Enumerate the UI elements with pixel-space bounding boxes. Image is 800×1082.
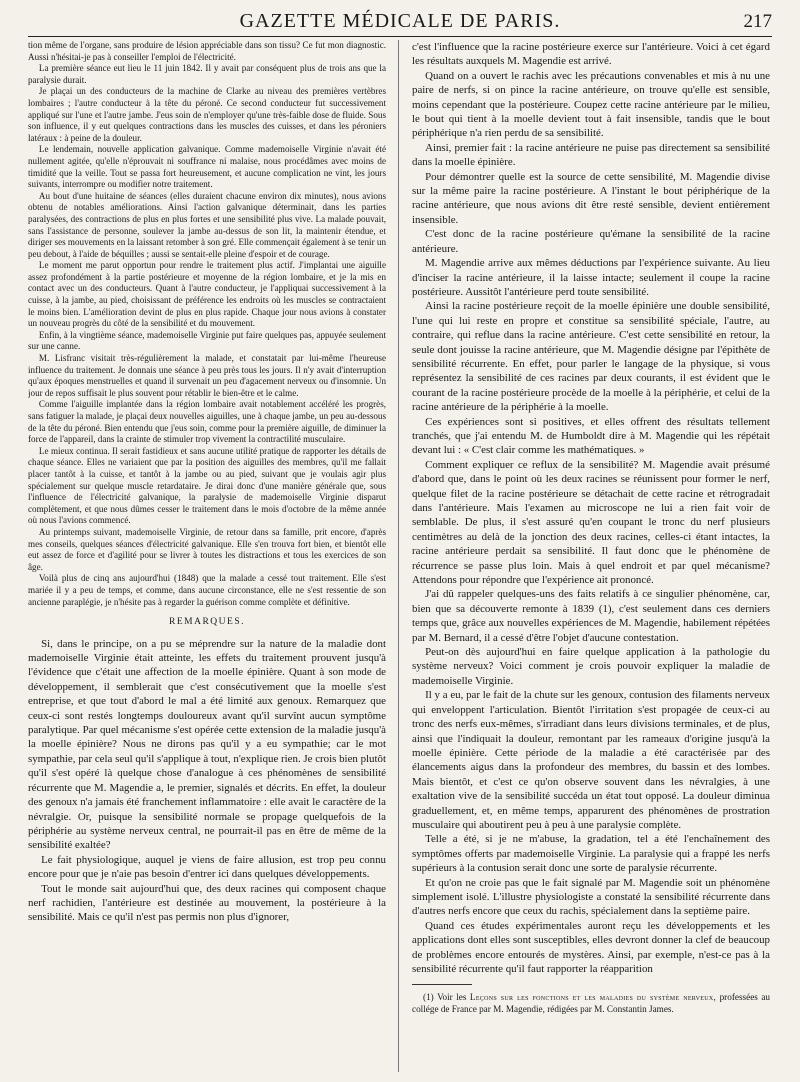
paragraph: c'est l'influence que la racine postérieure exerce sur l'antérieure. Voici à cet égard les résultats auxquels M. Magendie est arrivé. — [412, 41, 770, 68]
paragraph: Tout le monde sait aujourd'hui que, des deux racines qui composent chaque nerf rachidien, l'antérieure est destinée au mouvement, la postérieure à la sensibilité. Mais ce qu'il n'est pas permis non plus d'ignorer, — [28, 882, 386, 924]
section-heading: REMARQUES. — [169, 617, 245, 628]
footnote — [412, 991, 770, 1015]
footnote-rest: professées au collége de France par M. Magendie, rédigées par M. Constantin James. — [412, 992, 770, 1015]
paragraph: Quand on a ouvert le rachis avec les précautions convenables et mis à nu une paire de nerfs, si on pince la racine antérieure, on trouve qu'elle est sensible, moins cependant que la postérieure. Coupez cette racine antérieure par le milieu, le bout qui tient à la moelle devient tout à fait insensible, tandis que le bout périphérique n'a rien perdu de sa sensibilité. — [412, 69, 770, 140]
paragraph: Ces expériences sont si positives, et elles offrent des résultats tellement tranchés, que j'ai entendu M. de Humboldt dire à M. Magendie qui les répétait devant lui : « C'est clair comme les mathématiques. » — [412, 415, 770, 457]
journal-title: GAZETTE MÉDICALE DE PARIS. — [239, 10, 561, 32]
paragraph: Comment expliquer ce reflux de la sensibilité? M. Magendie avait présumé d'abord que, dans le point où les deux racines se réunissent pour former le nerf, quelque filet de la racine postérieure se détachait de cette racine et rétrogradait dans l'antérieure. Mais l'examen au microscope ne lui a rien fait voir de semblable. De plus, il s'est assuré qu'en coupant le tronc du nerf plusieurs centimètres au delà de la jonction des deux racines, celles-ci étant intactes, la racine antérieure perdait sa sensibilité. Il faut donc que le phénomène de récurrence se passe plus loin. Mais à quel endroit et par quel mécanisme? Attendons pour répondre que l'expérience ait prononcé. — [412, 458, 770, 587]
paragraph: Le lendemain, nouvelle application galvanique. Comme mademoiselle Virginie n'avait été nullement agitée, qu'elle n'éprouvait ni souffrance ni malaise, nous procédâmes avec moins de timidité que la veille. Tout se passa fort heureusement, et aucune complication ne vint, les jours suivants, interrompre ou modifier notre traitement. — [28, 144, 386, 190]
column-divider — [398, 40, 399, 1072]
paragraph: Si, dans le principe, on a pu se méprendre sur la nature de la maladie dont mademoiselle Virginie était atteinte, les effets du traitement prouvent jusqu'à l'évidence que c'était une affection de la moelle épinière. Quant à son mode de développement, il semblerait que c'est consécutivement que la moelle s'est entreprise, et que tout d'abord le mal a été limité aux genoux. Remarquez que ceux-ci sont restés longtemps douloureux avant qu'il survînt aucun symptôme paralytique. Par quel mécanisme s'est opérée cette extension de la maladie jusqu'à la moelle épinière? Nous ne dirons pas qu'il y a eu sympathie; car le mot sympathie, par cela seul qu'il s'applique à tout, n'explique rien. Je crois bien plutôt qu'il s'est opéré là quelque chose d'analogue à ces phénomènes de sensibilité récurrente que M. Magendie a, le premier, signalés et décrits. En effet, la douleur des genoux n'a jamais été franchement inflammatoire : elle avait le caractère de la névralgie. Or, puisque la sensibilité normale se propage quelquefois de la périphérie au système nerveux central, ne pourrait-il pas en être de même de la sensibilité exaltée? — [28, 637, 386, 852]
paragraph: Voilà plus de cinq ans aujourd'hui (1848) que la malade a cessé tout traitement. Elle s'est mariée il y a peu de temps, et comme, dans aucune circonstance, elle ne s'est ressentie de son ancienne paraplégie, je n'hésite pas à regarder la guérison comme complète et définitive. — [28, 573, 386, 607]
page-header — [28, 10, 772, 37]
page-number: 217 — [743, 11, 772, 32]
paragraph: Quand ces études expérimentales auront reçu les développements et les applications dont elles sont susceptibles, elles devront donner la clef de beaucoup de problèmes encore entourés de mystères. Ainsi, par exemple, n'est-ce pas à la sensibilité récurrente qu'il faut rapporter la réapparition — [412, 919, 770, 975]
paragraph: Et qu'on ne croie pas que le fait signalé par M. Magendie soit un phénomène simplement isolé. L'illustre physiologiste a constaté la sensibilité récurrente dans d'autres nerfs encore que ceux du rachis, spécialement dans la septième paire. — [412, 876, 770, 918]
paragraph: Ainsi la racine postérieure reçoit de la moelle épinière une double sensibilité, l'une qui lui reste en propre et constitue sa sensibilité spéciale, l'autre, au contraire, qui reflue dans la racine antérieure. C'est cette sensibilité en retour, la seule dont jouisse la racine antérieure, que M. Magendie désigne par l'épithète de sensibilité récurrente. En effet, pour parler le langage de la physique, si vous représentez la sensibilité de ces racines par deux courants, il est évident que le courant de la racine postérieure procède de la moelle à la périphérie, et celui de la racine antérieure de la périphérie à la moelle. — [412, 300, 770, 414]
paragraph: M. Magendie arrive aux mêmes déductions par l'expérience suivante. Au lieu d'inciser la racine antérieure, il la laisse intacte; seulement il coupe la racine postérieure. Aussitôt l'antérieure perd toute sensibilité. — [412, 257, 770, 298]
paragraph: Peut-on dès aujourd'hui en faire quelque application à la pathologie du système nerveux? Voici comment je crois pouvoir expliquer la maladie de mademoiselle Virginie. — [412, 646, 770, 687]
paragraph: Je plaçai un des conducteurs de la machine de Clarke au niveau des premières vertèbres lombaires ; l'autre conducteur à la tête du péroné. Ce second conducteur fut successivement appliqué sur l'une et l'autre jambe. J'eus soin de n'employer qu'une très-faible dose de fluide. Sous son influence, il y eut quelques contractions dans les muscles des cuisses, et dans les péroniers latéraux : à peine de la douleur. — [28, 86, 386, 143]
paragraph: La première séance eut lieu le 11 juin 1842. Il y avait par conséquent plus de trois ans que la paralysie durait. — [28, 63, 386, 85]
paragraph: Telle a été, si je ne m'abuse, la gradation, tel a été l'enchaînement des symptômes offerts par mademoiselle Virginie. La paralysie qui a frappé les nerfs supérieurs à la contusion serait donc une sorte de paralysie récurrente. — [412, 833, 770, 875]
paragraph: M. Lisfranc visitait très-régulièrement la malade, et constatait par lui-même l'heureuse influence du traitement. Je donnais une séance à peu près tous les jours. Il n'y avait d'interruption qu'aux époques menstruelles et quand il survenait un peu d'agacement nerveux ou d'insomnie. Un jour de repos suffisait le plus souvent pour rétablir le bien-être et le calme. — [28, 353, 386, 398]
footnote-marker: (1) Voir les — [423, 992, 467, 1003]
paragraph: Enfin, à la vingtième séance, mademoiselle Virginie put faire quelques pas, appuyée seulement sur une canne. — [28, 329, 386, 352]
paragraph: Il y a eu, par le fait de la chute sur les genoux, contusion des filaments nerveux qui enveloppent l'articulation. Bientôt l'irritation s'est propagée de ceux-ci au tronc des nerfs eux-mêmes, s'irradiant dans leurs divisions terminales, et de plus, ainsi que l'indiquait la douleur, remontant par les rameaux d'origine jusqu'à la moelle épinière. Cette période de la maladie a été caractérisée par des élancements aigus dans la profondeur des membres, du bassin et des lombes. Mais bientôt, et c'est ce qu'on observe souvent dans les névralgies, à une exaltation vive de la sensibilité succéda un état tout opposé. La douleur diminua graduellement, et, en même temps, apparurent des phénomènes de prostration musculaire qui aboutirent peu à peu à une paralysie complète. — [412, 689, 770, 831]
right-column — [412, 40, 770, 1074]
paragraph: Au printemps suivant, mademoiselle Virginie, de retour dans sa famille, prit encore, d'après mes conseils, quelques séances d'électricité galvanique. Elle s'en trouva fort bien, et bientôt elle eut assez de force et d'agilité pour se livrer à toutes les distractions et tous les exercices de son âge. — [28, 526, 386, 572]
paragraph: tion même de l'organe, sans produire de lésion appréciable dans son tissu? Ce fut mon diagnostic. Aussi n'hésitai-je pas à conseiller l'emploi de l'électricité. — [28, 40, 386, 62]
paragraph: J'ai dû rappeler quelques-uns des faits relatifs à ce singulier phénomène, car, bien que sa découverte remonte à 1839 (1), c'est seulement dans ces derniers temps que, grâce aux nouvelles expériences de M. Magendie, habilement répétées par M. Bernard, il a cessé d'être l'objet d'aucune contestation. — [412, 588, 770, 644]
paragraph: Le moment me parut opportun pour rendre le traitement plus actif. J'implantai une aiguille assez profondément à la partie postérieure et moyenne de la région lombaire, et je la mis en contact avec un des conducteurs. Quant à l'autre conducteur, je l'appliquai successivement à la cuisse, à la jambe, au pied, choisissant de préférence les endroits où les muscles se contractaient le moins bien. L'amélioration devint de plus en plus rapide. Chaque jour nous avions à constater un nouveau progrès du côté de la sensibilité et du mouvement. — [28, 260, 386, 329]
left-column — [28, 40, 386, 1074]
paragraph: Le mieux continua. Il serait fastidieux et sans aucune utilité pratique de rapporter les détails de chaque séance. Elles ne variaient que par la position des aiguilles des membres, qu'il me fallait placer tantôt à la cuisse, et tantôt à la jambe ou au pied, suivant que je voulais agir plus spécialement sur quelque muscle retardataire. Je dirai donc d'une manière générale que, sous l'influence de l'électricité galvanique, la paralysie de mademoiselle Virginie disparut complètement, et que nous dûmes cesser le traitement dans le mois d'octobre de la même année où nous l'avions commencé. — [28, 445, 386, 526]
paragraph: Comme l'aiguille implantée dans la région lombaire avait notablement accéléré les progrès, sans fatiguer la malade, je plaçai deux nouvelles aiguilles, une à chaque jambe, un peu au-dessous de la tête du péroné. Bien entendu que j'eus soin, comme pour la première aiguille, de diminuer la force de l'appareil, dans la crainte de stimuler trop vivement la contractilité musculaire. — [28, 399, 386, 445]
footnote-title: Leçons sur les fonctions et les maladies du système nerveux, — [469, 992, 717, 1003]
paragraph: Le fait physiologique, auquel je viens de faire allusion, est trop peu connu encore pour que je n'aie pas besoin d'entrer ici dans quelques développements. — [28, 853, 386, 881]
footnote-rule — [412, 984, 472, 985]
paragraph: Pour démontrer quelle est la source de cette sensibilité, M. Magendie divise sur la même paire la racine postérieure. A l'instant le bout périphérique de la racine antérieure, que nous avions dit être resté sensible, devient entièrement insensible. — [412, 170, 770, 226]
paragraph: C'est donc de la racine postérieure qu'émane la sensibilité de la racine antérieure. — [412, 228, 770, 255]
paragraph: Au bout d'une huitaine de séances (elles duraient chacune environ dix minutes), nous avions obtenu de notables améliorations. Ainsi l'action galvanique déterminait, dans les parties paralysées, des contractions de plus en plus fortes et une sensibilité plus vive. La malade pouvait, sans l'assistance de personne, soulever la jambe au-dessus de son lit, la maintenir étendue, et diriger ses mouvements en la laissant retomber à son gré. Elle commençait également à se tenir un peu debout, à l'aide de béquilles ; aussi se sentait-elle pleine d'espoir et de courage. — [28, 190, 386, 259]
paragraph: Ainsi, premier fait : la racine antérieure ne puise pas directement sa sensibilité dans la moelle épinière. — [412, 141, 770, 169]
